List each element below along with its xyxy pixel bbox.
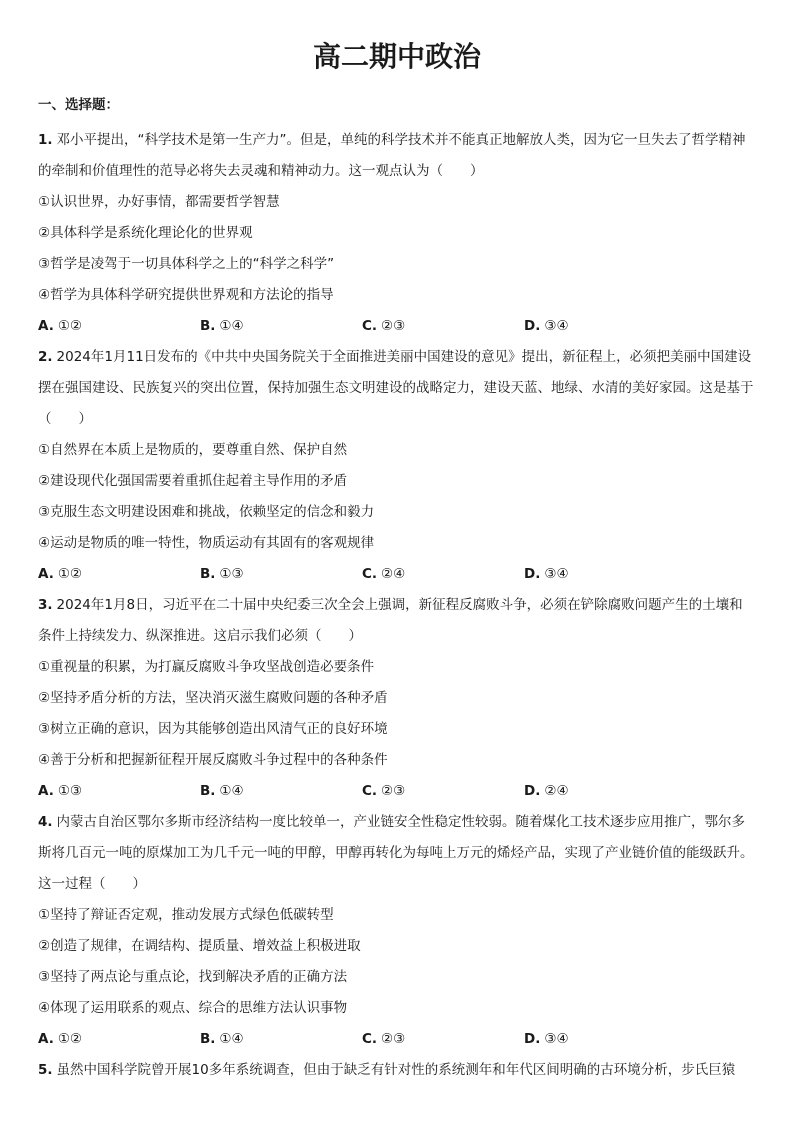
choice-a: A. ①② [38, 318, 83, 334]
section-heading: 一、选择题： [38, 97, 119, 113]
question-stem: 内蒙古自治区鄂尔多斯市经济结构一度比较单一，产业链安全性稳定性较弱。随着煤化工技术逐步应用推广，鄂尔多斯将几百元一吨的原煤加工为几千元一吨的甲醇，甲醇再转化为每吨上万元的烯烃产品，实现了产业链价值的能级跃升。这一过程（ ） [38, 814, 754, 892]
choice-b: B. ①④ [200, 783, 244, 799]
question-stem: 邓小平提出，“科学技术是第一生产力”。但是，单纯的科学技术并不能真正地解放人类，因为它一旦失去了哲学精神的牵制和价值理性的范导必将失去灵魂和精神动力。这一观点认为（ ） [38, 132, 746, 179]
question-4 [38, 807, 756, 1055]
statement-option: ③树立正确的意识，因为其能够创造出风清气正的良好环境 [38, 721, 388, 737]
question-1 [38, 125, 756, 342]
choice-a: A. ①③ [38, 783, 83, 799]
answer-choices [38, 776, 756, 807]
choice-b: B. ①③ [200, 566, 244, 582]
answer-choices [38, 311, 756, 342]
answer-choices [38, 559, 756, 590]
statement-option: ④善于分析和把握新征程开展反腐败斗争过程中的各种条件 [38, 752, 388, 768]
statement-option: ④体现了运用联系的观点、综合的思维方法认识事物 [38, 1000, 348, 1016]
question-stem: 虽然中国科学院曾开展10多年系统调查，但由于缺乏有针对性的系统测年和年代区间明确的古环境分析，步氏巨猿 [56, 1062, 736, 1078]
statement-option: ④运动是物质的唯一特性，物质运动有其固有的客观规律 [38, 535, 375, 551]
statement-option: ①坚持了辩证否定观，推动发展方式绿色低碳转型 [38, 907, 334, 923]
choice-a: A. ①② [38, 1031, 83, 1047]
statement-option: ①自然界在本质上是物质的，要尊重自然、保护自然 [38, 442, 348, 458]
choice-d: D. ③④ [524, 1031, 569, 1047]
choice-b: B. ①④ [200, 318, 244, 334]
choice-d: D. ③④ [524, 566, 569, 582]
page-title: 高二期中政治 [312, 40, 481, 73]
question-number: 1. [38, 132, 53, 148]
question-3 [38, 590, 756, 807]
question-number: 5. [38, 1062, 53, 1078]
statement-option: ③坚持了两点论与重点论，找到解决矛盾的正确方法 [38, 969, 348, 985]
question-5 [38, 1055, 756, 1086]
question-number: 4. [38, 814, 53, 830]
question-stem: 2024年1月8日，习近平在二十届中央纪委三次全会上强调，新征程反腐败斗争，必须在铲除腐败问题产生的土壤和条件上持续发力、纵深推进。这启示我们必须（ ） [38, 597, 743, 644]
statement-option: ②创造了规律，在调结构、提质量、增效益上积极进取 [38, 938, 361, 954]
question-stem: 2024年1月11日发布的《中共中央国务院关于全面推进美丽中国建设的意见》提出，新征程上，必须把美丽中国建设摆在强国建设、民族复兴的突出位置，保持加强生态文明建设的战略定力，建设天蓝、地绿、水清的美好家园。这是基于（ ） [38, 349, 754, 427]
choice-a: A. ①② [38, 566, 83, 582]
choice-c: C. ②③ [362, 318, 406, 334]
statement-option: ②坚持矛盾分析的方法，坚决消灭滋生腐败问题的各种矛盾 [38, 690, 388, 706]
choice-c: C. ②④ [362, 566, 406, 582]
answer-choices [38, 1024, 756, 1055]
question-2 [38, 342, 756, 590]
statement-option: ④哲学为具体科学研究提供世界观和方法论的指导 [38, 287, 334, 303]
question-number: 3. [38, 597, 53, 613]
choice-d: D. ②④ [524, 783, 569, 799]
choice-c: C. ②③ [362, 783, 406, 799]
choice-d: D. ③④ [524, 318, 569, 334]
question-list [38, 125, 756, 1086]
statement-option: ①认识世界，办好事情，都需要哲学智慧 [38, 194, 280, 210]
choice-c: C. ②③ [362, 1031, 406, 1047]
statement-option: ②具体科学是系统化理论化的世界观 [38, 225, 253, 241]
statement-option: ③克服生态文明建设困难和挑战，依赖坚定的信念和毅力 [38, 504, 375, 520]
statement-option: ②建设现代化强国需要着重抓住起着主导作用的矛盾 [38, 473, 348, 489]
statement-option: ③哲学是凌驾于一切具体科学之上的“科学之科学” [38, 256, 335, 272]
question-number: 2. [38, 349, 53, 365]
choice-b: B. ①④ [200, 1031, 244, 1047]
statement-option: ①重视量的积累，为打赢反腐败斗争攻坚战创造必要条件 [38, 659, 375, 675]
